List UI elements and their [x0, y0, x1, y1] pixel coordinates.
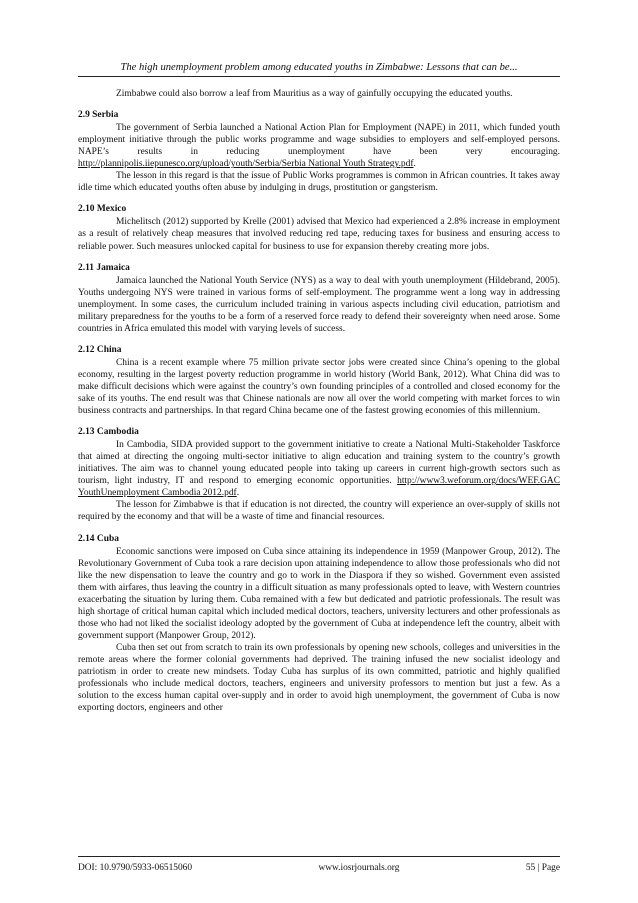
heading-cuba: 2.14 Cuba: [78, 533, 119, 544]
footer-page-number: 55 | Page: [525, 863, 560, 873]
mexico-paragraph: Michelitsch (2012) supported by Krelle (2001) advised that Mexico had experienced a 2.8% increase in employment as a result of relatively cheap measures that involved reducing red tape, reducing taxes for business and ensuring access to reliable power. Such measures unlocked capital for business to use for expansion thereby creating more jobs.: [78, 217, 560, 252]
cambodia-paragraph-2: The lesson for Zimbabwe is that if education is not directed, the country will experience an over-supply of skills not required by the economy and that will be a waste of time and financial resources.: [78, 500, 560, 523]
serbia-paragraph-2: The lesson in this regard is that the issue of Public Works programmes is common in African countries. It takes away idle time which educated youths often abuse by indulging in drugs, prostitution or gangsterism.: [78, 171, 560, 194]
serbia-paragraph-1: [78, 122, 560, 170]
heading-cambodia: 2.13 Cambodia: [78, 427, 139, 438]
serbia-link-suffix: .: [413, 159, 416, 170]
serbia-strategy-link[interactable]: http://plannipolis.iiepunesco.org/upload/youth/Serbia/Serbia National Youth Strategy.pdf: [78, 159, 414, 170]
running-header: The high unemployment problem among educated youths in Zimbabwe: Lessons that can be...: [78, 62, 560, 77]
heading-mexico: 2.10 Mexico: [78, 204, 127, 215]
heading-serbia: 2.9 Serbia: [78, 110, 119, 121]
cambodia-link-suffix: .: [236, 488, 240, 499]
jamaica-paragraph: Jamaica launched the National Youth Service (NYS) as a way to deal with youth unemployment (Hildebrand, 2005). Youths undergoing NYS were trained in various forms of self-employment. The programme went a long way in addressing unemployment. In some cases, the curriculum included training in various aspects including civil education, patriotism and military preparedness for the youths to be a form of a reserved force ready to defend their sovereignty when need arose. Some countries in Africa emulated this model with varying levels of success.: [78, 275, 560, 334]
china-paragraph: China is a recent example where 75 million private sector jobs were created since China’s opening to the global economy, resulting in the largest poverty reduction programme in world history (World Bank, 2012). What China did was to make difficult decisions which were against the country’s own founding principles of a controlled and closed economy for the sake of its youths. The end result was that Chinese nationals are now all over the world competing with market forces to win business contracts and partnerships. In that regard China became one of the fastest growing economies of this millennium.: [78, 357, 560, 417]
cuba-paragraph-2: Cuba then set out from scratch to train its own professionals by opening new schools, colleges and universities in the remote areas where the former colonial governments had deprived. The training infused the new socialist ideology and patriotism in order to create new mindsets. Today Cuba has surplus of its own committed, patriotic and highly qualified professionals who include medical doctors, teachers, engineers and university professors to mention but just a few. As a solution to the excess human capital over-supply and in order to avoid high unemployment, the government of Cuba is now exporting doctors, engineers and other: [78, 642, 560, 714]
serbia-text: The government of Serbia launched a National Action Plan for Employment (NAPE) in 2011, which funded youth employment initiative through the public works programme and wage subsidies to employers and self-employed persons. NAPE’s results in reducing unemployment have been very encouraging.: [78, 123, 560, 158]
body-text: [78, 88, 560, 714]
footer-website: www.iosrjournals.org: [318, 863, 400, 873]
intro-paragraph: Zimbabwe could also borrow a leaf from Mauritius as a way of gainfully occupying the educated youths.: [116, 89, 513, 99]
cuba-paragraph-1: Economic sanctions were imposed on Cuba since attaining its independence in 1959 (Manpower Group, 2012). The Revolutionary Government of Cuba took a rare decision upon attaining independence to allow those professionals who did not like the new dispensation to leave the country and go to work in the Diaspora if they so wished. Government even assisted them with airfares, thus leaving the country in a difficult situation as many professionals opted to leave, with Western countries exacerbating the situation by luring them. Cuba remained with a few but dedicated and patriotic professionals. The result was high shortage of critical human capital which included medical doctors, teachers, university lecturers and other professionals as those who had not liked the socialist ideology adopted by the government of Cuba at independence left the country, albeit with government support (Manpower Group, 2012).: [78, 546, 560, 641]
footer-doi: DOI: 10.9790/5933-06515060: [78, 863, 193, 873]
cambodia-paragraph-1: [78, 439, 560, 499]
heading-jamaica: 2.11 Jamaica: [78, 262, 130, 273]
cambodia-text: In Cambodia, SIDA provided support to the government initiative to create a National Multi-Stakeholder Taskforce that aimed at directing the ongoing multi-sector initiative to align education and training system to the country’s growth initiatives. The aim was to channel young educated people into taking up careers in current high-growth sectors such as tourism, light industry, IT and respond to emerging economic opportunities.: [78, 440, 560, 487]
cambodia-weforum-link[interactable]: http://www3.weforum.org/docs/WEF.GAC YouthUnemployment Cambodia 2012.pdf: [78, 476, 560, 499]
heading-china: 2.12 China: [78, 344, 122, 355]
page-footer: [78, 856, 560, 873]
